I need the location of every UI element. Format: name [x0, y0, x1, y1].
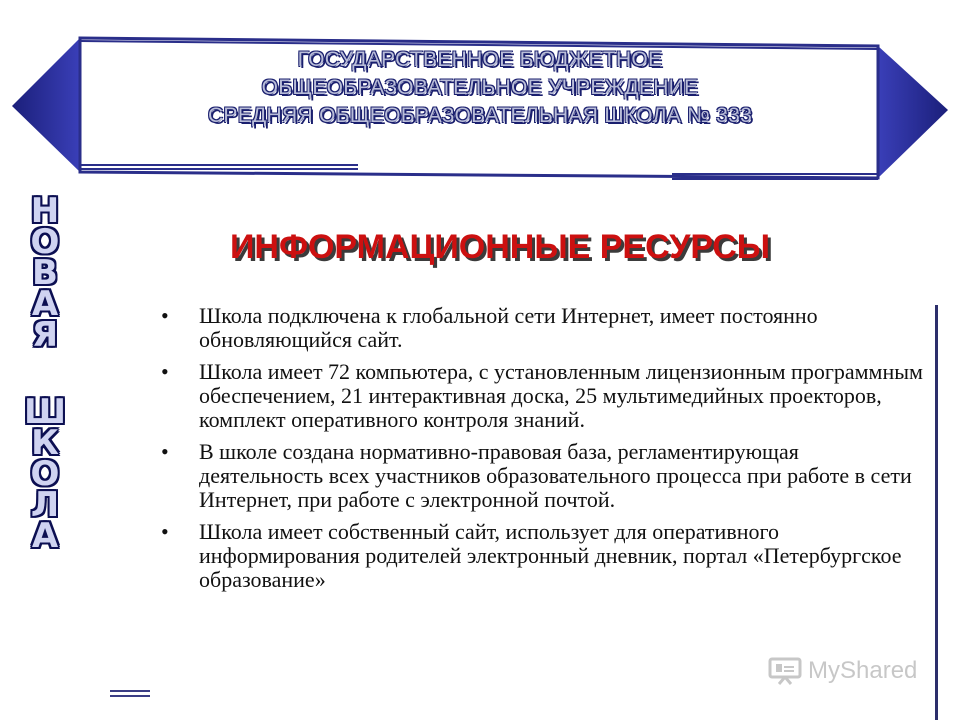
watermark [768, 657, 917, 685]
list-item [155, 440, 925, 512]
vertical-letter: К [31, 423, 59, 463]
vertical-letter: А [31, 284, 59, 324]
vertical-letter: Я [31, 315, 59, 355]
watermark-text: MyShared [808, 657, 918, 684]
school-name-line-3: СРЕДНЯЯ ОБЩЕОБРАЗОВАТЕЛЬНАЯ ШКОЛА № 333 [207, 104, 753, 127]
list-item-text: Школа имеет собственный сайт, использует для оперативного информирования родителей электронный дневник, портал «Петербургское образование» [199, 519, 902, 592]
list-item-text: В школе создана нормативно-правовая база, регламентирующая деятельность всех участников образовательного процесса при работе в сети Интернет, при работе с электронной почтой. [199, 439, 912, 512]
vertical-letter: Л [30, 485, 60, 525]
presentation-icon [768, 657, 802, 685]
bullet-icon: • [161, 303, 169, 328]
vertical-letter: В [32, 253, 58, 293]
list-item [155, 520, 925, 592]
bullet-icon: • [161, 359, 169, 384]
bullet-list [155, 304, 925, 600]
bullet-icon: • [161, 519, 169, 544]
list-item [155, 304, 925, 352]
school-name-line-1: ГОСУДАРСТВЕННОЕ БЮДЖЕТНОЕ [297, 48, 663, 71]
vertical-letter: Ш [23, 392, 66, 432]
bottom-divider [110, 690, 150, 698]
list-item [155, 360, 925, 432]
list-item-text: Школа подключена к глобальной сети Интернет, имеет постоянно обновляющийся сайт. [199, 303, 818, 352]
slide-heading: ИНФОРМАЦИОННЫЕ РЕСУРСЫ [229, 228, 771, 266]
right-arrow-tip [878, 46, 948, 178]
school-name-line-2: ОБЩЕОБРАЗОВАТЕЛЬНОЕ УЧРЕЖДЕНИЕ [261, 76, 699, 99]
list-item-text: Школа имеет 72 компьютера, с установленным лицензионным программным обеспечением, 21 интерактивная доска, 25 мультимедийных проекторов, комплект оперативного контроля знаний. [199, 359, 923, 432]
left-arrow-tip [12, 38, 80, 172]
vertical-letter: Н [30, 191, 60, 231]
bullet-icon: • [161, 439, 169, 464]
vertical-letter: О [30, 454, 60, 494]
school-name [90, 46, 870, 130]
vertical-letter: А [31, 516, 59, 556]
vertical-letter: О [30, 222, 60, 262]
right-divider [935, 305, 938, 720]
